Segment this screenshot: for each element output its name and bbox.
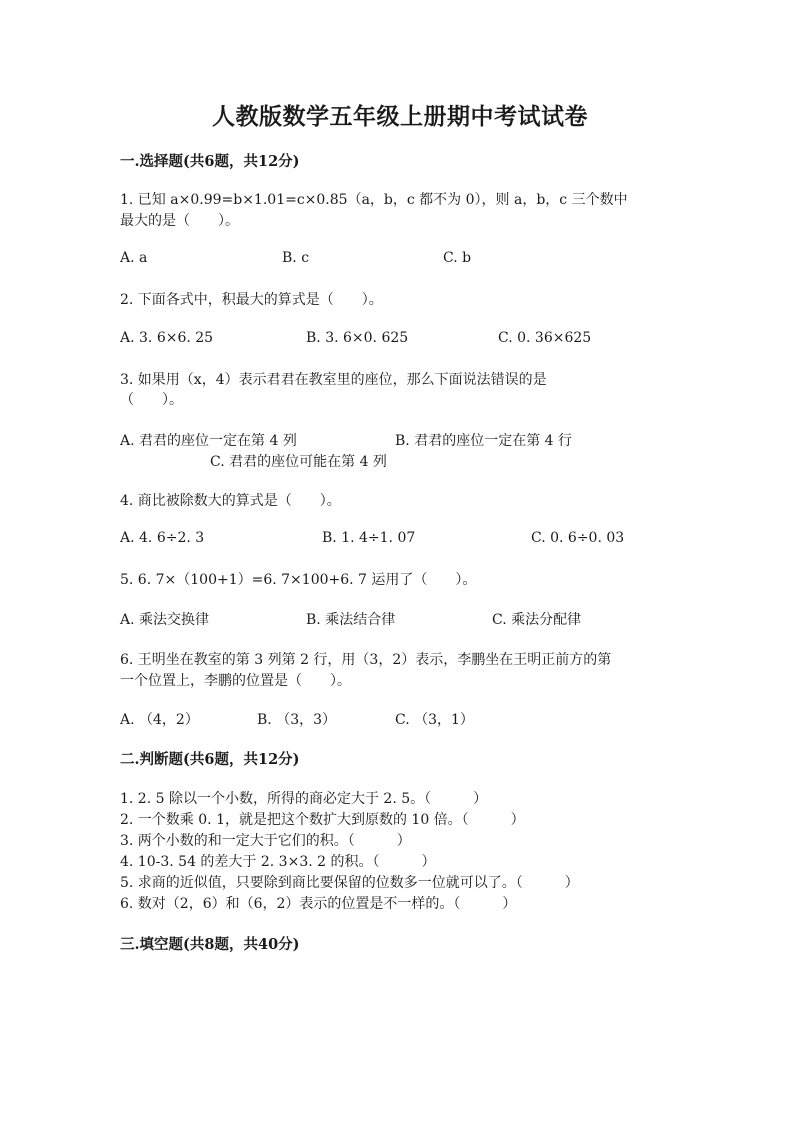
question-1-option-c: C. b xyxy=(443,250,472,266)
question-1-text-line-2: 最大的是（ ）。 xyxy=(120,213,239,229)
question-6-text-line-2: 一个位置上，李鹏的位置是（ ）。 xyxy=(120,673,351,689)
question-1-option-a: A. a xyxy=(120,250,148,266)
section-heading-choice: 一.选择题(共6题，共12分) xyxy=(120,153,300,170)
question-3-option-a: A. 君君的座位一定在第 4 列 xyxy=(120,433,297,449)
question-6-option-b: B. （3，3） xyxy=(257,712,337,728)
question-2-option-a: A. 3. 6×6. 25 xyxy=(120,330,214,346)
question-2-option-c: C. 0. 36×625 xyxy=(498,330,592,346)
page-title: 人教版数学五年级上册期中考试试卷 xyxy=(212,103,588,130)
question-5-text: 5. 6. 7×（100+1）=6. 7×100+6. 7 运用了（ ）。 xyxy=(120,572,477,588)
section-heading-true-false: 二.判断题(共6题，共12分) xyxy=(120,751,300,768)
judgment-item-1: 1. 2. 5 除以一个小数，所得的商必定大于 2. 5。（ ） xyxy=(120,791,488,807)
question-4-option-a: A. 4. 6÷2. 3 xyxy=(120,530,205,546)
question-5-option-a: A. 乘法交换律 xyxy=(120,612,210,628)
question-1-option-b: B. c xyxy=(282,250,310,266)
question-6-option-c: C. （3，1） xyxy=(395,712,474,728)
question-5-option-c: C. 乘法分配律 xyxy=(492,612,582,628)
question-6-text-line-1: 6. 王明坐在教室的第 3 列第 2 行，用（3，2）表示，李鹏坐在王明正前方的第 xyxy=(120,652,612,668)
question-5-option-b: B. 乘法结合律 xyxy=(306,612,396,628)
question-2-option-b: B. 3. 6×0. 625 xyxy=(306,330,409,346)
question-3-text-line-1: 3. 如果用（x，4）表示君君在教室里的座位，那么下面说法错误的是 xyxy=(120,372,547,388)
question-3-text-line-2: （ ）。 xyxy=(120,392,183,408)
judgment-item-3: 3. 两个小数的和一定大于它们的积。（ ） xyxy=(120,833,411,849)
judgment-item-4: 4. 10-3. 54 的差大于 2. 3×3. 2 的积。（ ） xyxy=(120,854,436,870)
question-4-option-c: C. 0. 6÷0. 03 xyxy=(531,530,625,546)
section-heading-fill-blank: 三.填空题(共8题，共40分) xyxy=(120,936,300,953)
judgment-item-5: 5. 求商的近似值，只要除到商比要保留的位数多一位就可以了。（ ） xyxy=(120,875,579,891)
question-3-option-b: B. 君君的座位一定在第 4 行 xyxy=(395,433,572,449)
question-1-text-line-1: 1. 已知 a×0.99=b×1.01=c×0.85（a，b，c 都不为 0），则 a，b，c 三个数中 xyxy=(120,192,628,208)
question-4-option-b: B. 1. 4÷1. 07 xyxy=(322,530,416,546)
question-4-text: 4. 商比被除数大的算式是（ ）。 xyxy=(120,493,341,509)
question-2-text: 2. 下面各式中，积最大的算式是（ ）。 xyxy=(120,292,383,308)
question-6-option-a: A. （4，2） xyxy=(120,712,199,728)
judgment-item-2: 2. 一个数乘 0. 1，就是把这个数扩大到原数的 10 倍。（ ） xyxy=(120,812,525,828)
judgment-item-6: 6. 数对（2，6）和（6，2）表示的位置是不一样的。（ ） xyxy=(120,896,517,912)
question-3-option-c: C. 君君的座位可能在第 4 列 xyxy=(210,454,387,470)
